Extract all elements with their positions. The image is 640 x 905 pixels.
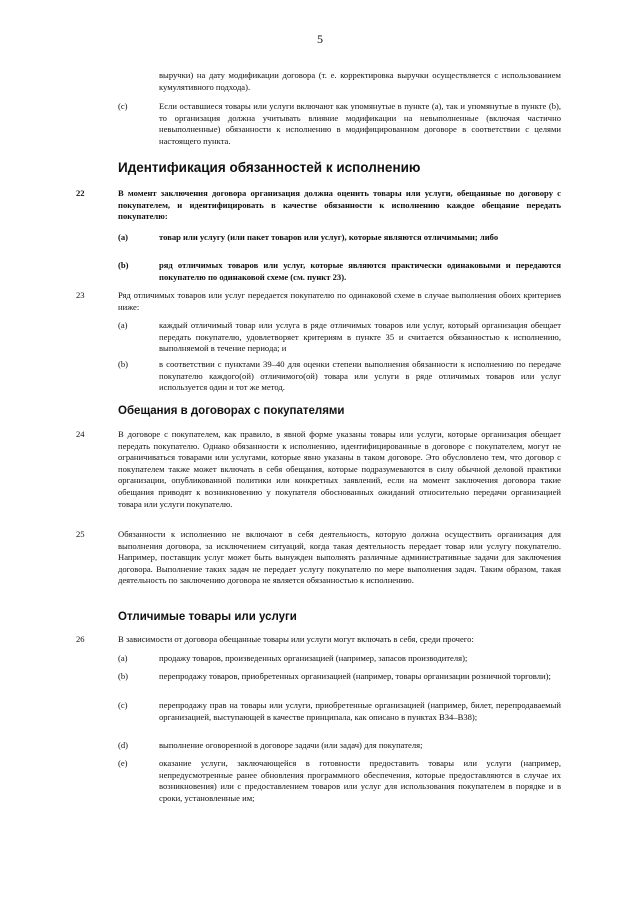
p26-item-text-e: оказание услуги, заключающейся в готовности предоставить товары или услуги (например, непредусмотренные ранее обновления программного обеспечения, которые предоставляются в случае их возникновения) или с предоставлением товаров или услуг для использования покупателем в порядке и в сроки, установленные им; <box>159 758 561 803</box>
section-heading-promises-in-contracts: Обещания в договорах с покупателями <box>118 405 345 417</box>
paragraph-number-22: 22 <box>76 188 85 198</box>
paragraph-26-text: В зависимости от договора обещанные товары или услуги могут включать в себя, среди прочего: <box>118 634 474 644</box>
paragraph-number-23: 23 <box>76 290 85 300</box>
section-heading-distinct-goods: Отличимые товары или услуги <box>118 611 297 623</box>
p23-item-label-b: (b) <box>118 359 129 369</box>
paragraph-25-text: Обязанности к исполнению не включают в себя деятельность, которую должна осуществить организация для выполнения договора, за исключением ситуаций, когда такая деятельность передает товар или услугу покупателю. Например, поставщик услуг может быть вынужден выполнять различные административные задачи для заключения договора. Выполнение таких задач не передает услугу покупателю по мере выполнения задач. Таким образом, такая деятельность по заключению договора не является обязанностью к исполнению. <box>118 529 561 586</box>
p26-item-text-b: перепродажу товаров, приобретенных организацией (например, товары организации розничной торговли); <box>159 671 551 681</box>
continuation-text: выручки) на дату модификации договора (т. е. корректировка выручки осуществляется с использованием кумулятивного подхода). <box>159 70 561 92</box>
paragraph-23-text: Ряд отличимых товаров или услуг передается покупателю по одинаковой схеме в случае выполнения обоих критериев ниже: <box>118 290 561 312</box>
p26-item-label-a: (a) <box>118 653 128 663</box>
item-label-c: (c) <box>118 101 128 111</box>
page-number: 5 <box>317 32 323 46</box>
p22-item-label-a: (a) <box>118 232 129 242</box>
p26-item-label-e: (e) <box>118 758 128 768</box>
p26-item-text-a: продажу товаров, произведенных организацией (например, запасов производителя); <box>159 653 468 663</box>
paragraph-24-text: В договоре с покупателем, как правило, в явной форме указаны товары или услуги, которые организация обещает передать покупателю. Однако обязанности к исполнению, идентифицированные в договоре с покупателем, могут не ограничиваться товарами или услугами, которые явно указаны в таком договоре. Это обусловлено тем, что договор с покупателем также может включать в себя обещания, которые подразумеваются в силу обычной деловой практики организации, опубликованной политики или конкретных заявлений, если на момент заключения договора такие обещания приводят к возникновению у покупателя обоснованных ожиданий относительно передачи организацией товара или услуги покупателю. <box>118 429 561 509</box>
paragraph-number-24: 24 <box>76 429 85 439</box>
p22-item-text-a: товар или услугу (или пакет товаров или услуг), которые являются отличимыми; либо <box>159 232 499 242</box>
paragraph-number-26: 26 <box>76 634 85 644</box>
p26-item-label-d: (d) <box>118 740 129 750</box>
p23-item-text-b: в соответствии с пунктами 39–40 для оценки степени выполнения обязанности к исполнению по передаче покупателю каждого(ой) отличимого(ой) товара или услуги в ряде отличимых товаров или услуг используется один и тот же метод. <box>159 359 561 393</box>
p22-item-label-b: (b) <box>118 260 129 270</box>
paragraph-number-25: 25 <box>76 529 85 539</box>
section-heading-performance-obligations: Идентификация обязанностей к исполнению <box>118 160 421 175</box>
p26-item-label-c: (c) <box>118 700 128 710</box>
item-text-c: Если оставшиеся товары или услуги включают как упомянутые в пункте (а), так и упомянутые в пункте (b), то организация должна учитывать влияние модификации на невыполненные (включая частично невыполненные) обязанности к исполнению в модифицированном договоре в соответствии с целями настоящего пункта. <box>159 101 561 146</box>
p22-item-text-b: ряд отличимых товаров или услуг, которые являются практически одинаковыми и передаются покупателю по одинаковой схеме (см. пункт 23). <box>159 260 561 282</box>
p26-item-text-d: выполнение оговоренной в договоре задачи (или задач) для покупателя; <box>159 740 423 750</box>
p26-item-text-c: перепродажу прав на товары или услуги, приобретенные организацией (например, билет, перепродаваемый организацией, выступающей в качестве принципала, как описано в пунктах B34–B38); <box>159 700 561 722</box>
p26-item-label-b: (b) <box>118 671 129 681</box>
paragraph-22-text: В момент заключения договора организация должна оценить товары или услуги, обещанные по договору с покупателем, и идентифицировать в качестве обязанности к исполнению каждое обещание передать покупателю: <box>118 188 561 222</box>
p23-item-text-a: каждый отличимый товар или услуга в ряде отличимых товаров или услуг, который организация обещает передать покупателю, удовлетворяет критериям в пункте 35 и считается обязанностью к исполнению, выполняемой в течение периода; и <box>159 320 561 354</box>
p23-item-label-a: (a) <box>118 320 128 330</box>
